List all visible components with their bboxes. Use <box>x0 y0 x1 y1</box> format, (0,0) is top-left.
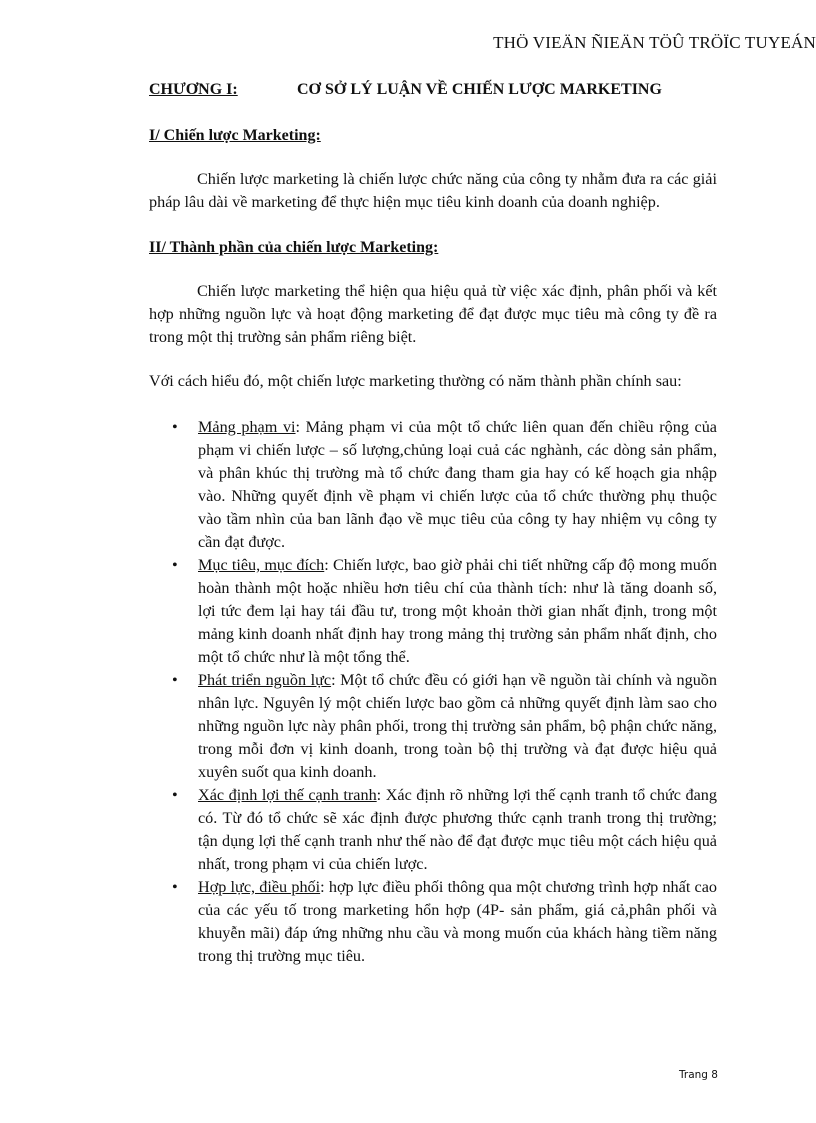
list-item-text: : Một tổ chức đều có giới hạn về nguồn tài chính và nguồn nhân lực. Nguyên lý một chiến lược bao gồm cả những quyết định làm sao cho những nguồn lực này phân phối, trong thị trường sản phẩm, bộ phận chức năng, trong mỗi đơn vị kinh doanh, trong toàn bộ thị trường và đạt được hiệu quả xuyên suốt qua kinh doanh. <box>198 671 717 781</box>
section-2-heading: II/ Thành phần của chiến lược Marketing: <box>149 239 439 256</box>
list-item-term: Mục tiêu, mục đích <box>198 556 325 574</box>
section-2-paragraph-2: Với cách hiểu đó, một chiến lược marketing thường có năm thành phần chính sau: <box>149 372 682 390</box>
components-list <box>149 416 717 968</box>
page-content <box>149 78 717 968</box>
list-item-term: Hợp lực, điều phối <box>198 878 321 896</box>
list-item-term: Phát triển nguồn lực <box>198 671 332 689</box>
list-item <box>149 416 717 554</box>
bullet-icon: • <box>172 556 178 574</box>
list-item <box>149 554 717 669</box>
bullet-icon: • <box>172 878 178 896</box>
bullet-icon: • <box>172 418 178 436</box>
list-item-text: : hợp lực điều phối thông qua một chương trình hợp nhất cao của các yếu tố trong marketing hổn hợp (4P- sản phẩm, giá cả,phân phối và khuyễn mãi) đáp ứng những nhu cầu và mong muốn của khách hàng tiềm năng trong thị trường mục tiêu. <box>198 878 717 965</box>
list-item-text: : Mảng phạm vi của một tổ chức liên quan đến chiều rộng của phạm vi chiến lược – số lượng,chủng loại cuả các nghành, các dòng sản phẩm, và phân khúc thị trường mà tổ chức đang tham gia hay có kế hoạch gia nhập vào. Những quyết định về phạm vi chiến lược của tổ chức thường phụ thuộc vào tầm nhìn của ban lãnh đạo về mục tiêu của công ty hay nhiệm vụ công ty cần đạt được. <box>198 418 717 551</box>
chapter-label: CHƯƠNG I: <box>149 81 238 98</box>
list-item <box>149 669 717 784</box>
bullet-icon: • <box>172 786 178 804</box>
list-item-term: Mảng phạm vi <box>198 418 296 436</box>
chapter-title: CƠ SỞ LÝ LUẬN VỀ CHIẾN LƯỢC MARKETING <box>297 81 662 98</box>
section-1-paragraph: Chiến lược marketing là chiến lược chức năng của công ty nhằm đưa ra các giải pháp lâu dài về marketing để thực hiện mục tiêu kinh doanh của doanh nghiệp. <box>149 170 717 211</box>
bullet-icon: • <box>172 671 178 689</box>
page-number: Trang 8 <box>679 1069 718 1081</box>
list-item-term: Xác định lợi thế cạnh tranh <box>198 786 377 804</box>
section-2-paragraph-1: Chiến lược marketing thể hiện qua hiệu quả từ việc xác định, phân phối và kết hợp những nguồn lực và hoạt động marketing để đạt được mục tiêu mà công ty đề ra trong một thị trường sản phẩm riêng biệt. <box>149 282 717 346</box>
list-item-text: : Xác định rõ những lợi thế cạnh tranh tổ chức đang có. Từ đó tổ chức sẽ xác định được phương thức cạnh tranh trong thị trường; tận dụng lợi thế cạnh tranh như thế nào để đạt được mục tiêu một cách hiệu quả nhất, trong phạm vi của chiến lược. <box>198 786 717 873</box>
list-item <box>149 784 717 876</box>
section-1-heading: I/ Chiến lược Marketing: <box>149 127 321 144</box>
list-item <box>149 876 717 968</box>
list-item-text: : Chiến lược, bao giờ phải chi tiết những cấp độ mong muốn hoàn thành một hoặc nhiều hơn tiêu chí của thành tích: như là tăng doanh số, lợi tức đem lại hay tái đầu tư, trong một khoản thời gian nhất định, trong một mảng kinh doanh nhất định hay trong mảng thị trường sản phẩm nhất định, cho một tổ chức như là một tổng thể. <box>198 556 717 666</box>
chapter-heading <box>149 78 717 102</box>
library-header: THÖ VIEÄN ÑIEÄN TÖÛ TRÖÏC TUYEÁN <box>493 33 816 52</box>
